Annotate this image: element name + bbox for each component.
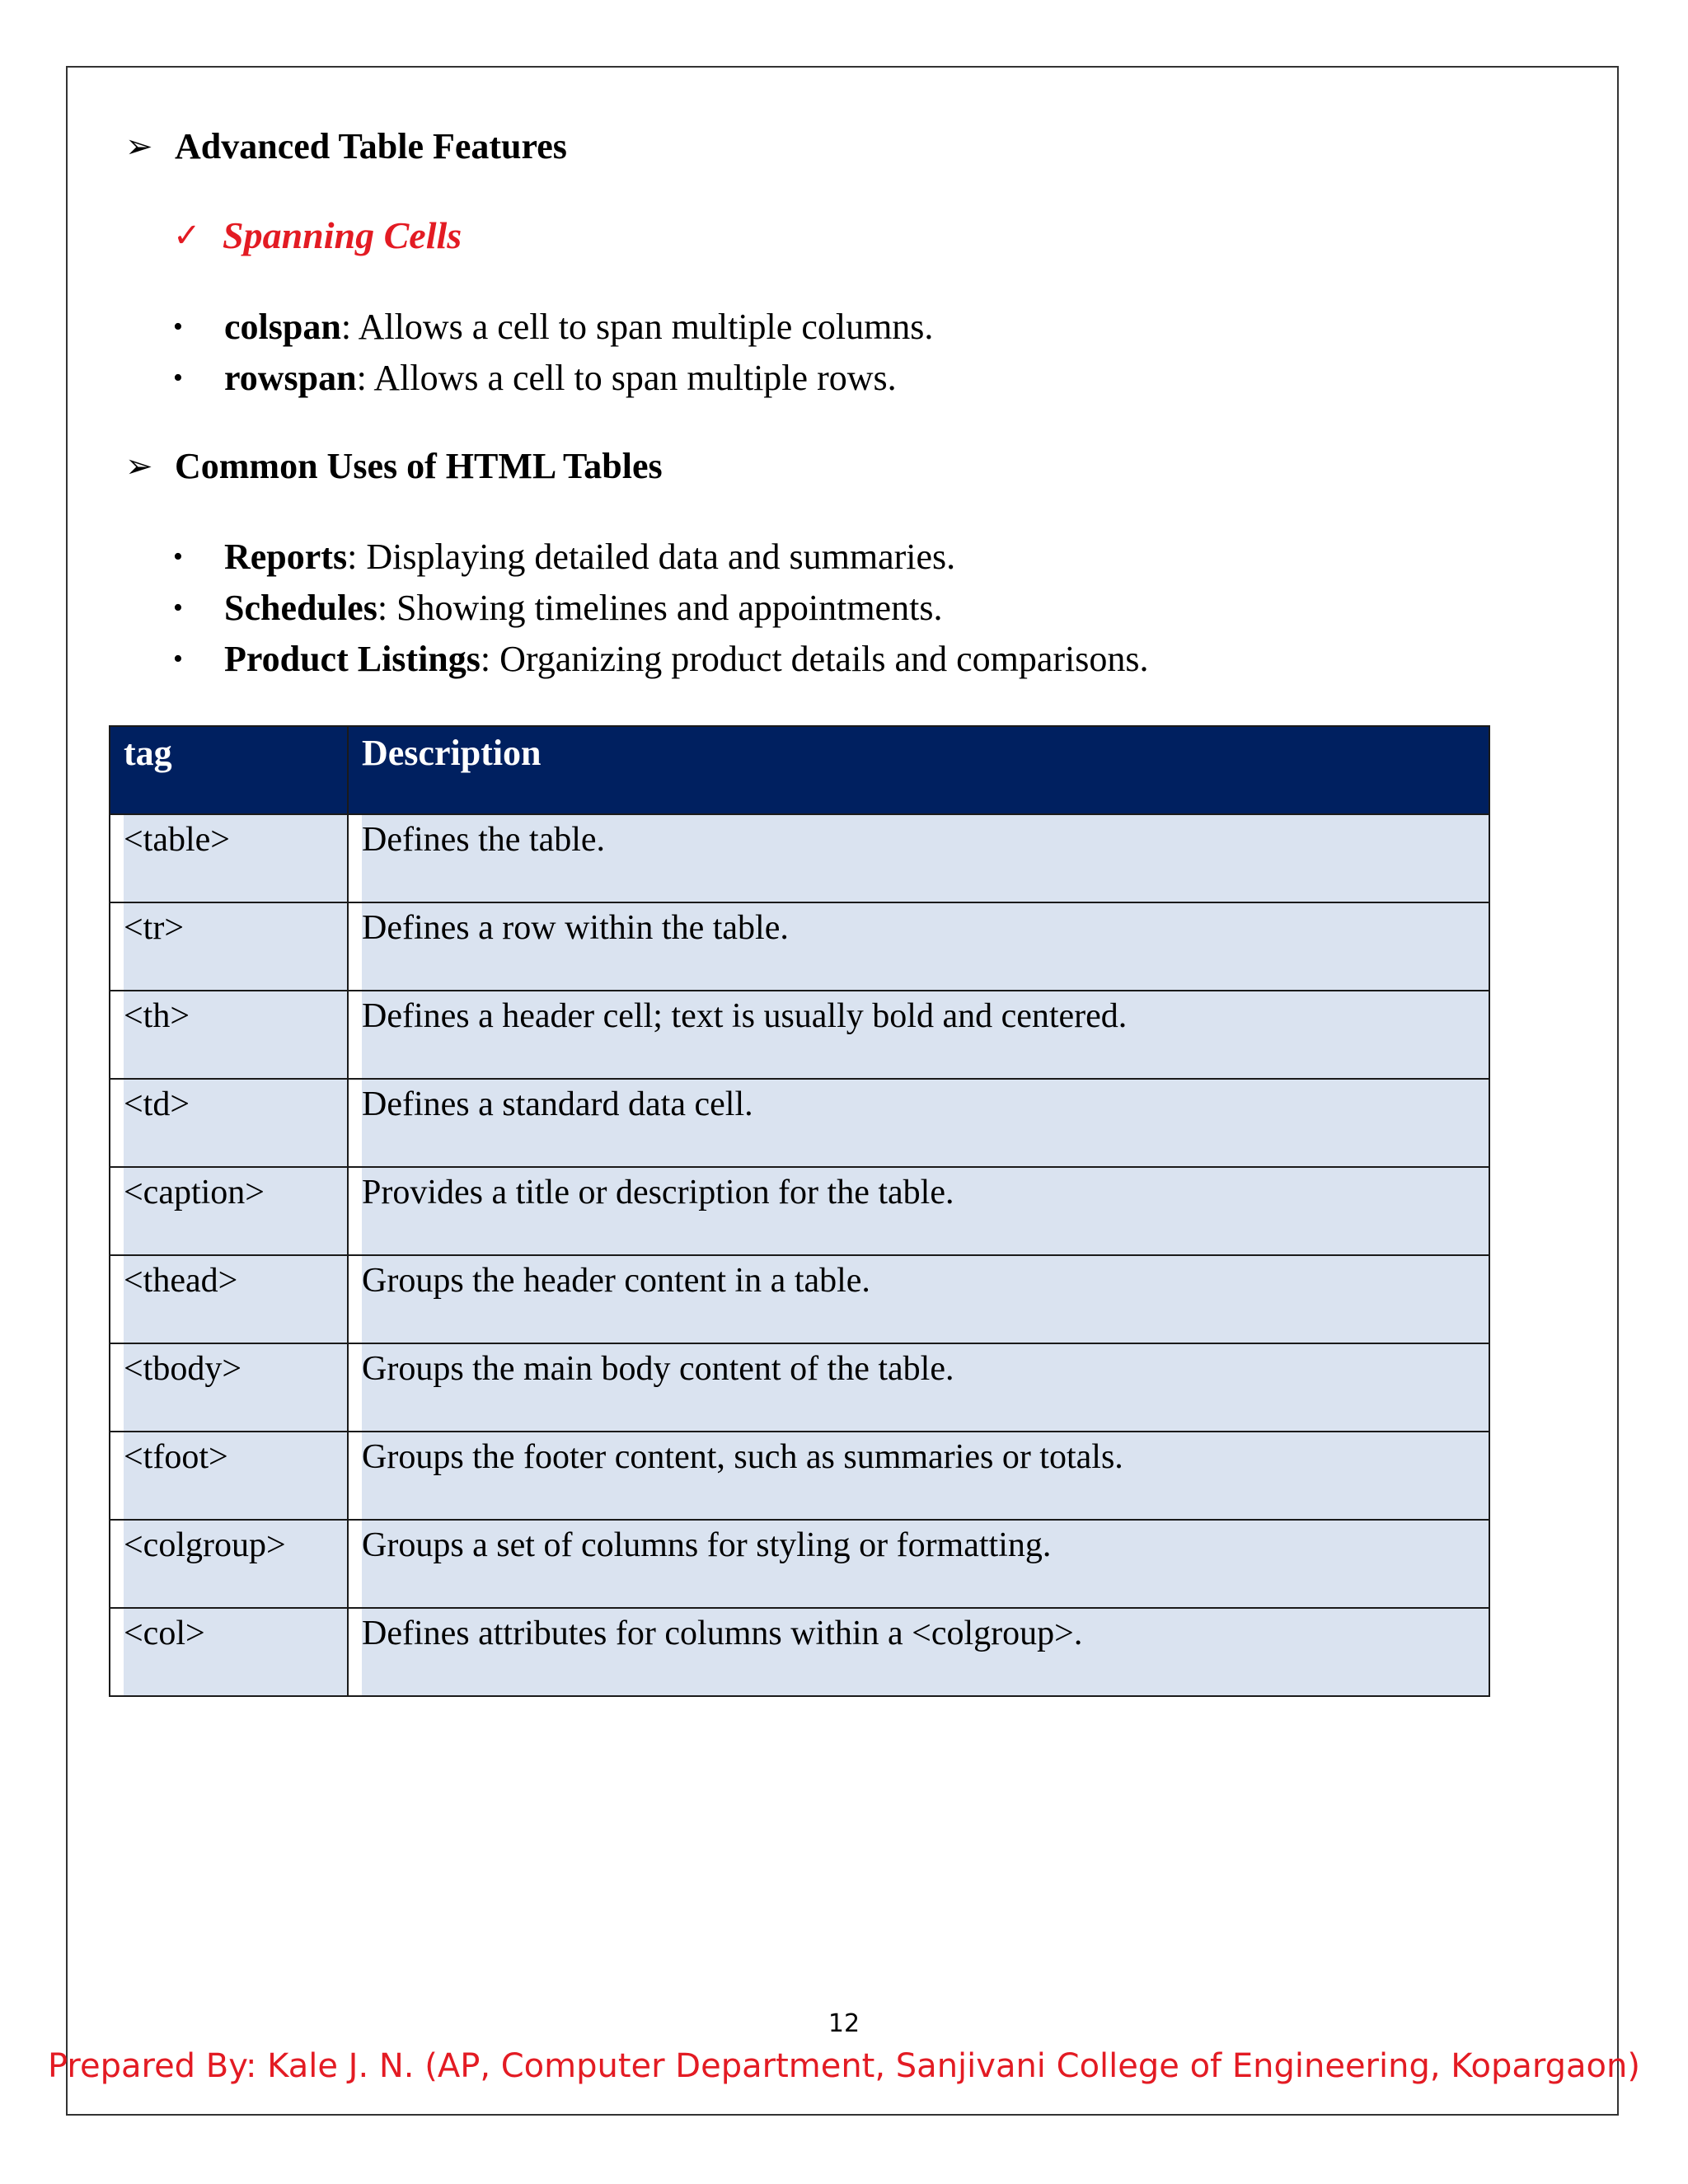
list-item: [173, 302, 933, 353]
spanning-cells-list: [173, 302, 933, 404]
list-item: [173, 583, 1148, 634]
subheading-text: Spanning Cells: [223, 214, 462, 256]
heading-common-uses: [125, 443, 663, 490]
description-cell: Defines a header cell; text is usually bold and centered.: [348, 991, 1489, 1079]
tag-cell: <tbody>: [110, 1343, 348, 1432]
tag-cell: <thead>: [110, 1255, 348, 1343]
list-item-term: rowspan: [224, 358, 357, 398]
tag-cell: <tr>: [110, 902, 348, 991]
description-cell: Groups the main body content of the table.: [348, 1343, 1489, 1432]
description-cell: Provides a title or description for the table.: [348, 1167, 1489, 1255]
table-row: [110, 814, 1489, 902]
tag-cell: <tfoot>: [110, 1432, 348, 1520]
checkmark-icon: ✓: [173, 217, 201, 255]
arrow-bullet-icon: ➢: [125, 128, 153, 166]
tag-cell: <td>: [110, 1079, 348, 1167]
description-cell: Groups the header content in a table.: [348, 1255, 1489, 1343]
description-cell: Defines a row within the table.: [348, 902, 1489, 991]
heading-text: Common Uses of HTML Tables: [175, 446, 663, 486]
tag-cell: <table>: [110, 814, 348, 902]
table-row: [110, 1343, 1489, 1432]
list-item-term: Reports: [224, 537, 348, 577]
description-cell: Defines attributes for columns within a <colgroup>.: [348, 1608, 1489, 1696]
tag-cell: <caption>: [110, 1167, 348, 1255]
table-row: [110, 1608, 1489, 1696]
description-cell: Groups a set of columns for styling or formatting.: [348, 1520, 1489, 1608]
list-item-desc: : Showing timelines and appointments.: [377, 588, 943, 628]
table-row: [110, 1167, 1489, 1255]
bullet-dot-icon: •: [173, 541, 183, 572]
description-cell: Groups the footer content, such as summaries or totals.: [348, 1432, 1489, 1520]
footer-credit: Prepared By: Kale J. N. (AP, Computer Department, Sanjivani College of Engineering, Kopargaon): [48, 2047, 1640, 2085]
list-item-desc: : Allows a cell to span multiple columns.: [340, 307, 934, 347]
list-item-term: Schedules: [224, 588, 377, 628]
heading-advanced-table-features: [125, 124, 567, 170]
table-row: [110, 991, 1489, 1079]
tag-cell: <th>: [110, 991, 348, 1079]
list-item: [173, 353, 933, 404]
list-item: [173, 634, 1148, 685]
list-item: [173, 532, 1148, 583]
tag-cell: <col>: [110, 1608, 348, 1696]
table-row: [110, 1520, 1489, 1608]
common-uses-list: [173, 532, 1148, 685]
html-tags-table: [109, 725, 1490, 1697]
description-cell: Defines a standard data cell.: [348, 1079, 1489, 1167]
list-item-desc: : Organizing product details and comparisons.: [480, 639, 1149, 679]
list-item-desc: : Allows a cell to span multiple rows.: [356, 358, 897, 398]
header-cell-tag: tag: [110, 726, 348, 814]
header-cell-description: Description: [348, 726, 1489, 814]
heading-text: Advanced Table Features: [175, 126, 567, 166]
list-item-term: colspan: [224, 307, 341, 347]
page-number: 12: [828, 2009, 860, 2038]
bullet-dot-icon: •: [173, 363, 183, 393]
subheading-spanning-cells: [173, 213, 462, 259]
table-row: [110, 1255, 1489, 1343]
table-row: [110, 1432, 1489, 1520]
table-header-row: [110, 726, 1489, 814]
bullet-dot-icon: •: [173, 644, 183, 674]
arrow-bullet-icon: ➢: [125, 448, 153, 485]
bullet-dot-icon: •: [173, 593, 183, 623]
bullet-dot-icon: •: [173, 312, 183, 342]
description-cell: Defines the table.: [348, 814, 1489, 902]
list-item-term: Product Listings: [224, 639, 481, 679]
table-row: [110, 1079, 1489, 1167]
table-row: [110, 902, 1489, 991]
tag-cell: <colgroup>: [110, 1520, 348, 1608]
list-item-desc: : Displaying detailed data and summaries.: [347, 537, 956, 577]
